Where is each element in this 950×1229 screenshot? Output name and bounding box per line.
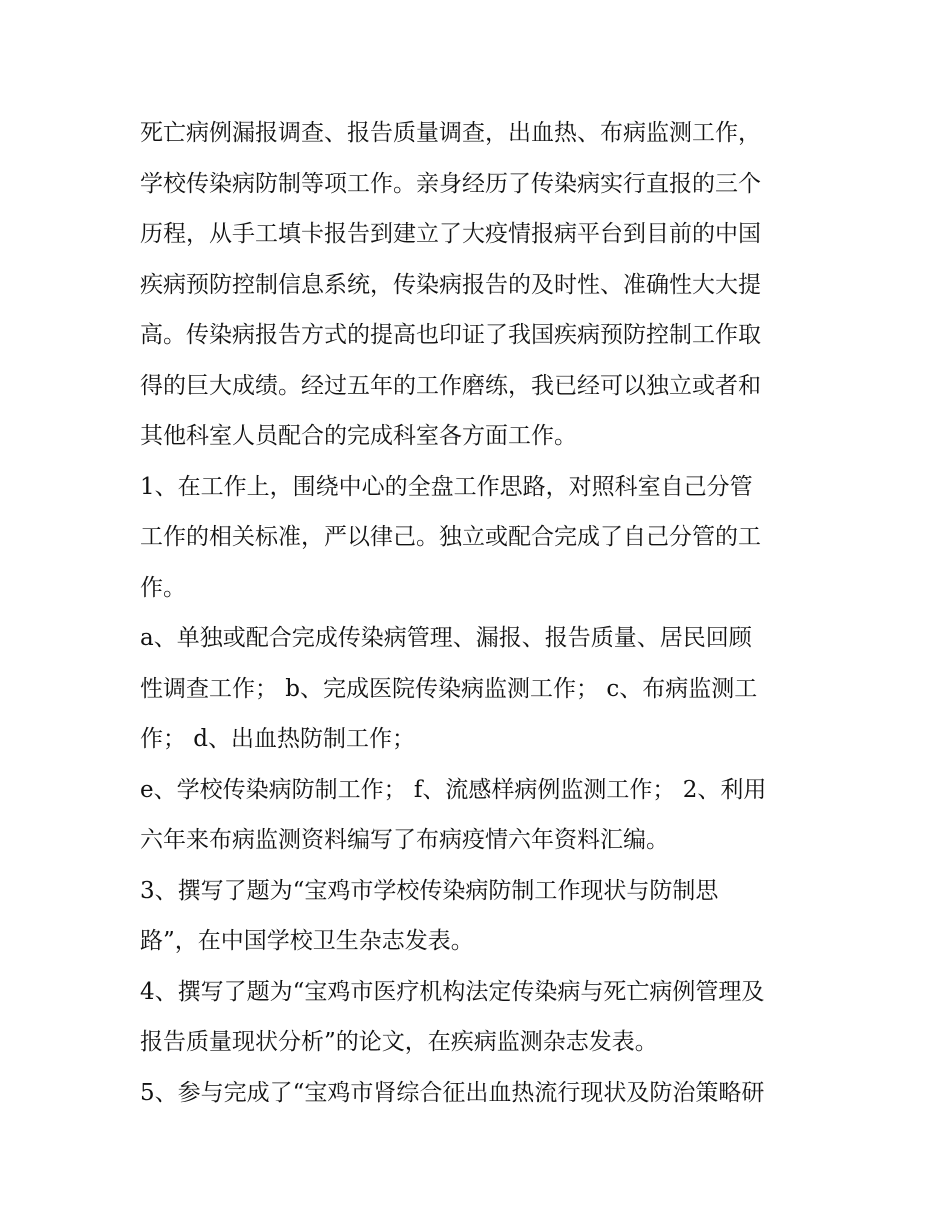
- text-line: a、单独或配合完成传染病管理、漏报、报告质量、居民回顾: [140, 625, 752, 651]
- text-line: 疾病预防控制信息系统，传染病报告的及时性、准确性大大提: [140, 271, 761, 298]
- document-body: [140, 108, 818, 1118]
- text-line: 高。传染病报告方式的提高也印证了我国疾病预防控制工作取: [140, 322, 761, 348]
- text-line: 4、撰写了题为“宝鸡市医疗机构法定传染病与死亡病例管理及: [140, 978, 765, 1005]
- text-line: 3、撰写了题为“宝鸡市学校传染病防制工作现状与防制思: [140, 877, 719, 904]
- text-line: 路”，在中国学校卫生杂志发表。: [140, 928, 474, 954]
- text-line: 得的巨大成绩。经过五年的工作磨练，我已经可以独立或者和: [140, 372, 761, 399]
- text-line: 工作的相关标准，严以律己。独立或配合完成了自己分管的工: [140, 524, 761, 550]
- text-line: 六年来布病监测资料编写了布病疫情六年资料汇编。: [140, 827, 669, 853]
- text-line: 作； d、出血热防制工作；: [140, 726, 416, 752]
- text-line: 死亡病例漏报调查、报告质量调查，出血热、布病监测工作，: [140, 120, 761, 146]
- text-line: 5、参与完成了“宝鸡市肾综合征出血热流行现状及防治策略研: [140, 1079, 765, 1106]
- text-line: e、学校传染病防制工作； f、流感样病例监测工作； 2、利用: [140, 776, 767, 803]
- text-line: 其他科室人员配合的完成科室各方面工作。: [140, 423, 577, 449]
- text-line: 学校传染病防制等项工作。亲身经历了传染病实行直报的三个: [140, 170, 761, 197]
- text-line: 性调查工作； b、完成医院传染病监测工作； c、布病监测工: [140, 675, 758, 702]
- text-line: 作。: [140, 574, 186, 601]
- text-line: 历程，从手工填卡报告到建立了大疫情报病平台到目前的中国: [140, 221, 761, 247]
- text-line: 报告质量现状分析”的论文，在疾病监测杂志发表。: [140, 1029, 658, 1055]
- text-line: 1、在工作上，围绕中心的全盘工作思路，对照科室自己分管: [140, 473, 753, 500]
